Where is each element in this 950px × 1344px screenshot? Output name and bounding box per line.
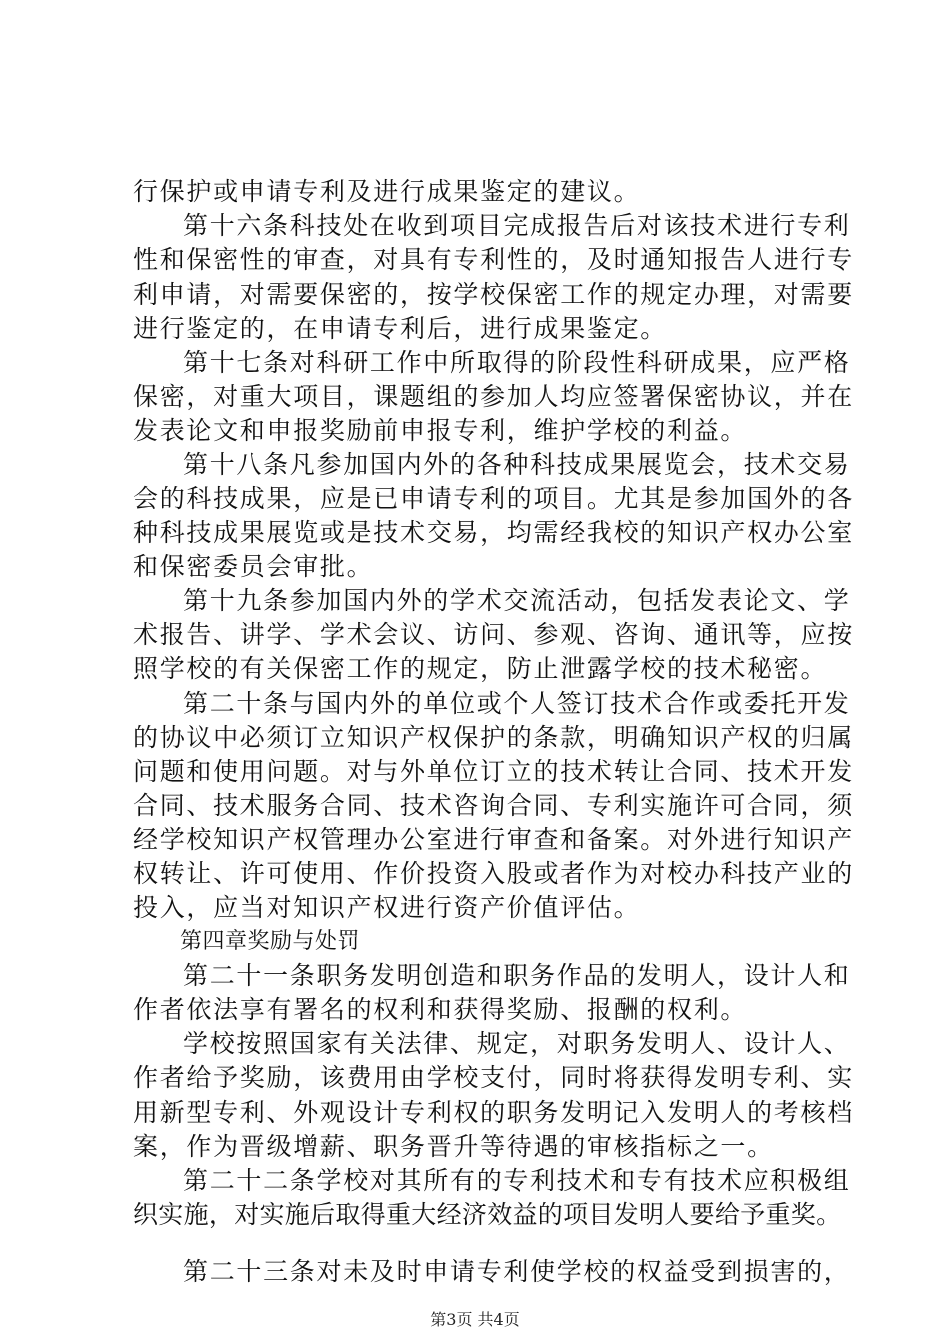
text-line: 用新型专利、外观设计专利权的职务发明记入发明人的考核档 [133, 1098, 854, 1127]
text-line: 经学校知识产权管理办公室进行审查和备案。对外进行知识产 [133, 825, 854, 854]
paragraph-line: 第二十二条学校对其所有的专利技术和专有技术应积极组 [183, 1166, 851, 1195]
text-line: 术报告、讲学、学术会议、访问、参观、咨询、通讯等，应按 [133, 620, 854, 649]
text-line: 会的科技成果，应是已申请专利的项目。尤其是参加国外的各 [133, 484, 854, 513]
text-line: 作者依法享有署名的权利和获得奖励、报酬的权利。 [133, 995, 748, 1024]
text-line: 作者给予奖励，该费用由学校支付，同时将获得发明专利、实 [133, 1063, 854, 1092]
paragraph-line: 第二十三条对未及时申请专利使学校的权益受到损害的， [183, 1257, 851, 1286]
paragraph-line: 学校按照国家有关法律、规定，对职务发明人、设计人、 [183, 1029, 851, 1058]
text-line: 投入，应当对知识产权进行资产价值评估。 [133, 893, 641, 922]
chapter-heading: 第四章奖励与处罚 [180, 929, 361, 954]
text-line: 织实施，对实施后取得重大经济效益的项目发明人要给予重奖。 [133, 1200, 842, 1229]
text-line: 进行鉴定的，在申请专利后，进行成果鉴定。 [133, 314, 668, 343]
text-line: 和保密委员会审批。 [133, 552, 374, 581]
text-line: 问题和使用问题。对与外单位订立的技术转让合同、技术开发 [133, 757, 854, 786]
text-line: 照学校的有关保密工作的规定，防止泄露学校的技术秘密。 [133, 654, 828, 683]
text-line: 行保护或申请专利及进行成果鉴定的建议。 [133, 177, 641, 206]
page-number: 第3页 共4页 [430, 1310, 520, 1329]
paragraph-line: 第十七条对科研工作中所取得的阶段性科研成果，应严格 [183, 348, 851, 377]
text-line: 发表论文和申报奖励前申报专利，维护学校的利益。 [133, 416, 748, 445]
text-line: 利申请，对需要保密的，按学校保密工作的规定办理，对需要 [133, 280, 854, 309]
text-line: 案，作为晋级增薪、职务晋升等待遇的审核指标之一。 [133, 1132, 774, 1161]
text-line: 权转让、许可使用、作价投资入股或者作为对校办科技产业的 [133, 859, 854, 888]
text-line: 保密，对重大项目，课题组的参加人均应签署保密协议，并在 [133, 382, 854, 411]
paragraph-line: 第十六条科技处在收到项目完成报告后对该技术进行专利 [183, 211, 851, 240]
paragraph-line: 第十九条参加国内外的学术交流活动，包括发表论文、学 [183, 586, 851, 615]
paragraph-line: 第二十条与国内外的单位或个人签订技术合作或委托开发 [183, 689, 851, 718]
paragraph-line: 第二十一条职务发明创造和职务作品的发明人，设计人和 [183, 961, 851, 990]
text-line: 性和保密性的审查，对具有专利性的，及时通知报告人进行专 [133, 245, 854, 274]
paragraph-line: 第十八条凡参加国内外的各种科技成果展览会，技术交易 [183, 450, 851, 479]
text-line: 种科技成果展览或是技术交易，均需经我校的知识产权办公室 [133, 518, 854, 547]
text-line: 合同、技术服务合同、技术咨询合同、专利实施许可合同，须 [133, 791, 854, 820]
text-line: 的协议中必须订立知识产权保护的条款，明确知识产权的归属 [133, 723, 854, 752]
